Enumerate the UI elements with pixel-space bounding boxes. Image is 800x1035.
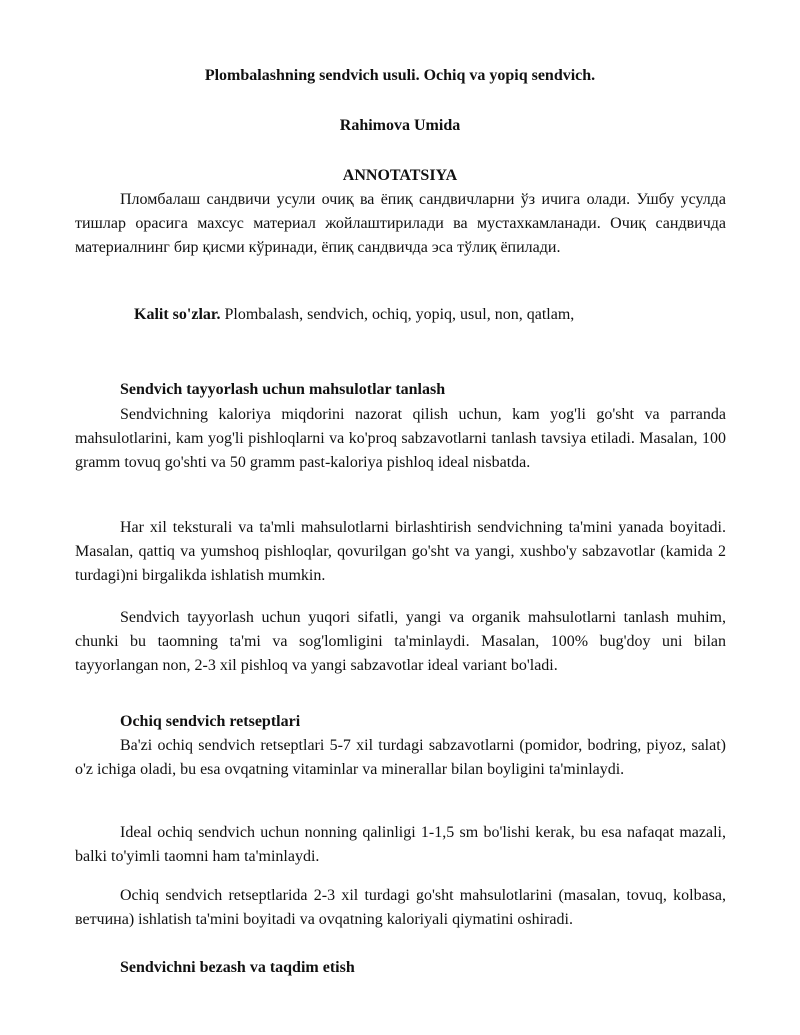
section-heading-open-sandwich: Ochiq sendvich retseptlari xyxy=(120,713,301,730)
section2-paragraph-2: Ideal ochiq sendvich uchun nonning qalinligi 1-1,5 sm bo'lishi kerak, bu esa nafaqat mazali, balki to'yimli taomni ham ta'minlaydi. xyxy=(75,824,726,865)
annotation-paragraph: Пломбалаш сандвичи усули очиқ ва ёпиқ сандвичларни ўз ичига олади. Ушбу усулда тишлар орасига махсус материал жойлаштирилади ва мустахкамланади. Очиқ сандвичда материалнинг бир қисми кўринади, ёпиқ сандвичда эса тўлиқ ёпилади. xyxy=(75,191,726,256)
keywords-text: Plombalash, sendvich, ochiq, yopiq, usul, non, qatlam, xyxy=(220,306,575,323)
document-title: Plombalashning sendvich usuli. Ochiq va yopiq sendvich. xyxy=(204,67,596,84)
section1-paragraph-3: Sendvich tayyorlash uchun yuqori sifatli, yangi va organik mahsulotlarni tanlash muhim, chunki bu taomning ta'mi va sog'lomligini ta'minlaydi. Masalan, 100% bug'doy uni bilan tayyorlangan non, 2-3 xil pishloq va yangi sabzavotlar ideal variant bo'ladi. xyxy=(75,609,726,674)
annotation-heading: ANNOTATSIYA xyxy=(342,167,458,184)
keywords-line xyxy=(134,303,574,327)
keywords-label: Kalit so'zlar. xyxy=(134,306,221,323)
section1-paragraph-2: Har xil teksturali va ta'mli mahsulotlarni birlashtirish sendvichning ta'mini yanada boyitadi. Masalan, qattiq va yumshoq pishloqlar, qovurilgan go'sht va yangi, xushbo'y sabzavotlar (kamida 2 turdagi)ni birgalikda ishlatish mumkin. xyxy=(75,519,726,584)
section-heading-decoration: Sendvichni bezash va taqdim etish xyxy=(120,959,355,976)
section2-paragraph-3: Ochiq sendvich retseptlarida 2-3 xil turdagi go'sht mahsulotlarini (masalan, tovuq, kolbasa, ветчина) ishlatish ta'mini boyitadi va ovqatning kaloriyali qiymatini oshiradi. xyxy=(75,887,726,928)
section2-paragraph-1: Ba'zi ochiq sendvich retseptlari 5-7 xil turdagi sabzavotlarni (pomidor, bodring, piyoz, salat) o'z ichiga oladi, bu esa ovqatning vitaminlar va minerallar bilan boyligini ta'minlaydi. xyxy=(75,737,726,778)
author-name: Rahimova Umida xyxy=(339,117,461,134)
section1-paragraph-1: Sendvichning kaloriya miqdorini nazorat qilish uchun, kam yog'li go'sht va parranda mahsulotlarini, kam yog'li pishloqlarni va ko'proq sabzavotlarni tanlash tavsiya etiladi. Masalan, 100 gramm tovuq go'shti va 50 gramm past-kaloriya pishloq ideal nisbatda. xyxy=(75,406,726,471)
section-heading-products: Sendvich tayyorlash uchun mahsulotlar tanlash xyxy=(120,381,446,398)
